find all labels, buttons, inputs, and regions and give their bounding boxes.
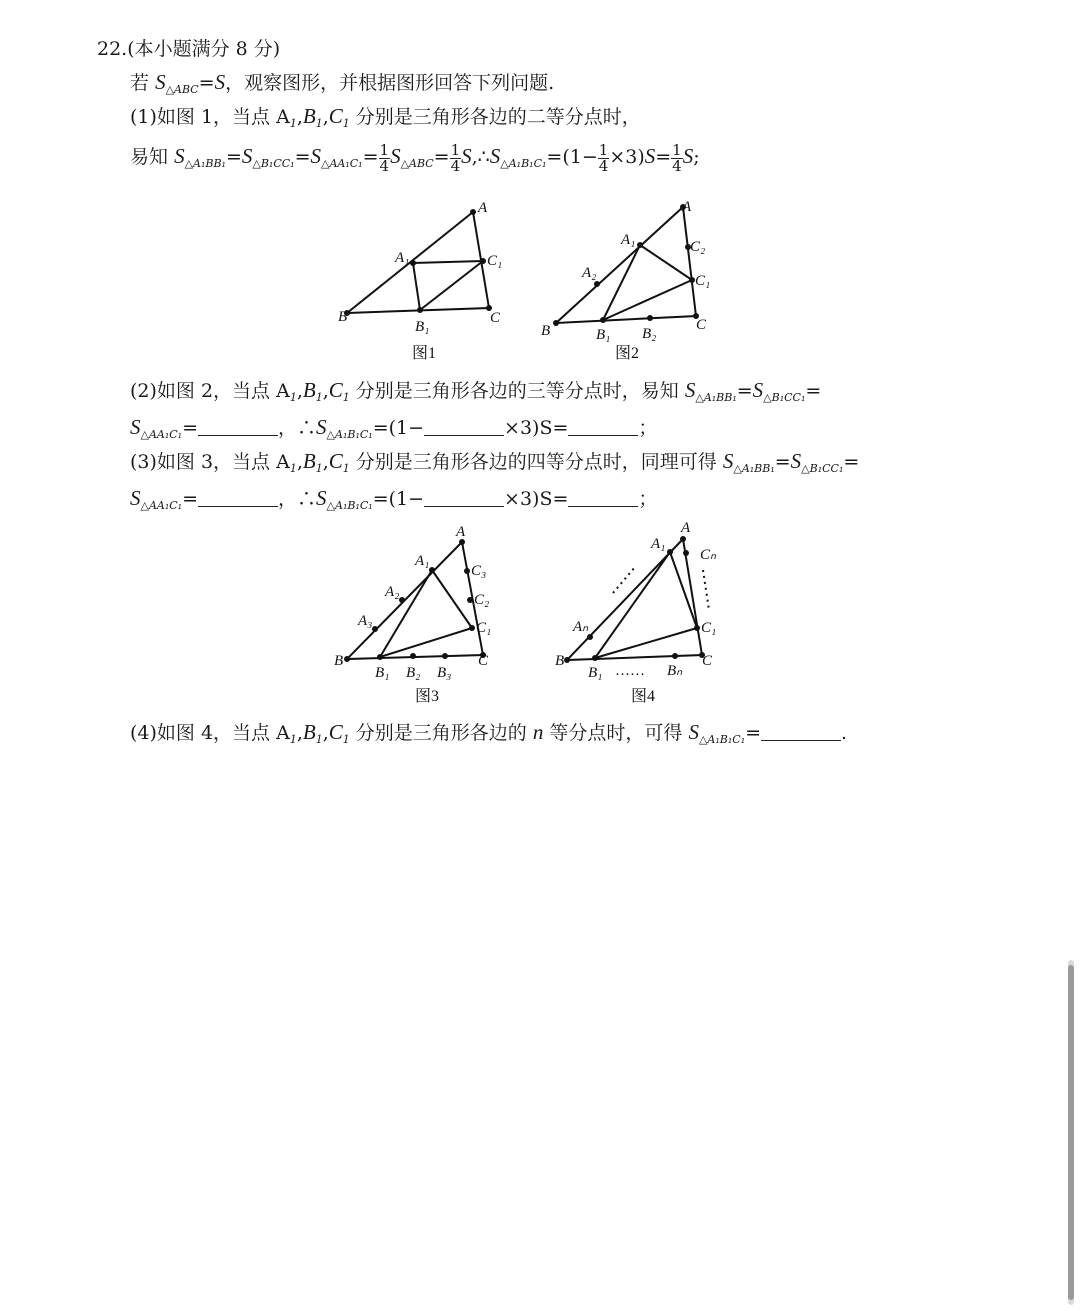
question-header bbox=[97, 34, 280, 61]
part2-text: (2)如图 2，当点 $A_1,B_1,C_1$ 分别是三角形各边的三等分点时，易知 $S_{\triangle A_1BB_1}=S_{\triangle B_1CC_1}=$ bbox=[130, 378, 822, 404]
svg-text:A: A bbox=[681, 520, 691, 536]
svg-text:B₁: B₁ bbox=[596, 327, 611, 343]
svg-text:B₁: B₁ bbox=[415, 319, 430, 335]
svg-text:Cₙ: Cₙ bbox=[700, 547, 716, 563]
svg-text:B₂: B₂ bbox=[406, 665, 421, 681]
svg-text:C: C bbox=[490, 310, 501, 326]
svg-text:C: C bbox=[702, 653, 713, 669]
figure-2-caption: 图2 bbox=[615, 345, 640, 362]
svg-text:A₂: A₂ bbox=[385, 584, 400, 600]
svg-text:C₁: C₁ bbox=[476, 620, 492, 636]
svg-text:Bₙ: Bₙ bbox=[667, 663, 683, 679]
svg-text:A: A bbox=[682, 199, 692, 215]
svg-text:B₁: B₁ bbox=[375, 665, 390, 681]
svg-text:A₂: A₂ bbox=[582, 265, 597, 281]
svg-text:B₂: B₂ bbox=[642, 326, 657, 342]
part3-blank-2[interactable] bbox=[424, 505, 504, 507]
figures-row-2 bbox=[325, 515, 735, 710]
svg-text:A₁: A₁ bbox=[621, 232, 636, 248]
part1-formula: 易知 $S_{\triangle A_1BB_1}=S_{\triangle B_1CC_1}=S_{\triangle AA_1C_1}=$ $\frac{1}{4}$ $S_{\triangle ABC}=$ $\frac{1}{4}$ $S,\therefore S_{\triangle A_1B_1C_1}=(1-$ $\frac{1}{4}$ ×3)S= $\frac{1}{4}$ S; bbox=[130, 140, 700, 175]
figure-3-caption: 图3 bbox=[415, 688, 440, 705]
svg-text:B: B bbox=[334, 653, 344, 669]
part3-blank-3[interactable] bbox=[568, 505, 638, 507]
svg-text:C₁: C₁ bbox=[487, 253, 503, 269]
part3-blank-1[interactable] bbox=[198, 505, 278, 507]
figure-1 bbox=[338, 200, 502, 362]
svg-text:C₂: C₂ bbox=[474, 592, 490, 608]
svg-text:A: A bbox=[456, 524, 466, 540]
question-intro: 若 $S_{\triangle ABC}=S$，观察图形，并根据图形回答下列问题. bbox=[130, 70, 555, 96]
svg-text:B: B bbox=[338, 309, 348, 325]
part4-text: (4)如图 4，当点 $A_1,B_1,C_1$ 分别是三角形各边的 n 等分点时，可得 $S_{\triangle A_1B_1C_1}=$ . bbox=[130, 720, 848, 746]
question-score: (本小题满分 8 分) bbox=[127, 38, 281, 60]
svg-text:A: A bbox=[478, 200, 488, 216]
part2-blank-2[interactable] bbox=[424, 434, 504, 436]
figure-1-caption: 图1 bbox=[412, 345, 437, 362]
svg-text:……: …… bbox=[615, 663, 645, 679]
svg-text:A₁: A₁ bbox=[415, 553, 430, 569]
svg-text:B₃: B₃ bbox=[437, 665, 452, 681]
svg-text:A₃: A₃ bbox=[358, 613, 373, 629]
svg-text:A₁: A₁ bbox=[651, 536, 666, 552]
svg-text:A₁: A₁ bbox=[395, 250, 410, 266]
scrollbar-thumb[interactable] bbox=[1068, 965, 1074, 1300]
figure-3 bbox=[334, 524, 491, 705]
figure-4-caption: 图4 bbox=[631, 688, 656, 705]
figure-4 bbox=[555, 520, 717, 705]
question-number: 22. bbox=[97, 38, 128, 60]
svg-text:C₁: C₁ bbox=[695, 273, 711, 289]
svg-text:C₂: C₂ bbox=[690, 239, 706, 255]
svg-text:Aₙ: Aₙ bbox=[573, 619, 589, 635]
part3-formula: $S_{\triangle AA_1C_1}=$ ，$\therefore S_{\triangle A_1B_1C_1}=(1- \times 3)S=$ ； bbox=[130, 486, 658, 512]
svg-text:C₁: C₁ bbox=[701, 620, 717, 636]
svg-text:B: B bbox=[555, 653, 565, 669]
svg-text:B: B bbox=[541, 323, 551, 339]
svg-text:C₃: C₃ bbox=[471, 563, 487, 579]
svg-text:C: C bbox=[478, 653, 489, 669]
part2-blank-3[interactable] bbox=[568, 434, 638, 436]
svg-text:C: C bbox=[696, 317, 707, 333]
svg-text:B₁: B₁ bbox=[588, 665, 603, 681]
part1-text: (1)如图 1，当点 $A_1,B_1,C_1$ 分别是三角形各边的二等分点时， bbox=[130, 104, 641, 130]
figure-2 bbox=[541, 199, 710, 362]
part4-blank[interactable] bbox=[761, 739, 841, 741]
part2-blank-1[interactable] bbox=[198, 434, 278, 436]
figures-row-1 bbox=[330, 195, 730, 365]
part3-text: (3)如图 3，当点 $A_1,B_1,C_1$ 分别是三角形各边的四等分点时，同理可得 $S_{\triangle A_1BB_1}=S_{\triangle B_1CC_1}=$ bbox=[130, 449, 860, 475]
part2-formula: $S_{\triangle AA_1C_1}=$ ，$\therefore S_{\triangle A_1B_1C_1}=(1- \times 3)S=$ ； bbox=[130, 415, 658, 441]
